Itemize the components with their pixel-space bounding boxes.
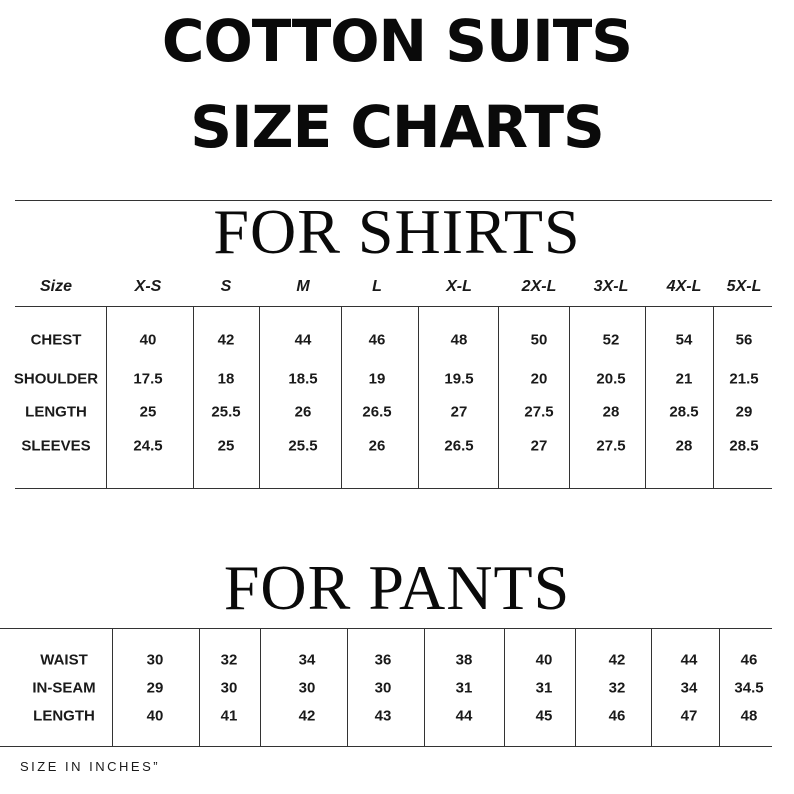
pants-column-divider [112, 628, 113, 746]
pants-table-cell: 34.5 [734, 679, 764, 697]
size-unit-note: SIZE IN INCHES” [20, 759, 161, 774]
pants-table-cell: 42 [608, 651, 626, 669]
shirts-column-divider [106, 306, 107, 488]
shirts-table-cell: 25.5 [288, 437, 318, 455]
shirts-table-cell: 28 [602, 403, 620, 421]
pants-column-divider [347, 628, 348, 746]
shirts-table-cell: 28 [675, 437, 693, 455]
shirts-size-column-header: 2X-L [521, 278, 557, 295]
pants-table-cell: 31 [455, 679, 473, 697]
pants-table-cell: 34 [680, 679, 698, 697]
shirts-table-cell: 25 [139, 403, 157, 421]
pants-table-cell: 30 [220, 679, 238, 697]
shirts-size-column-header: 3X-L [593, 278, 629, 295]
pants-table-cell: 46 [740, 651, 758, 669]
shirts-table-cell: 44 [294, 331, 312, 349]
shirts-table-cell: 21 [675, 370, 693, 388]
shirts-table-cell: 25.5 [211, 403, 241, 421]
shirts-column-divider [418, 306, 419, 488]
shirts-column-divider [193, 306, 194, 488]
shirts-section-title: FOR SHIRTS [213, 196, 581, 267]
shirts-table-cell: 40 [139, 331, 157, 349]
pants-table-cell: 30 [146, 651, 164, 669]
shirts-table-cell: 28.5 [669, 403, 699, 421]
shirts-table-cell: 26.5 [362, 403, 392, 421]
pants-bottom-divider [0, 746, 772, 747]
pants-table-cell: 36 [374, 651, 392, 669]
pants-table-cell: 44 [680, 651, 698, 669]
shirts-table-cell: 42 [217, 331, 235, 349]
pants-column-divider [199, 628, 200, 746]
pants-row-label: WAIST [40, 651, 88, 669]
shirts-table-cell: 27.5 [596, 437, 626, 455]
pants-table-cell: 45 [535, 707, 553, 725]
pants-table-cell: 46 [608, 707, 626, 725]
pants-top-divider [0, 628, 772, 629]
shirts-table-cell: 27.5 [524, 403, 554, 421]
shirts-table-cell: 26 [294, 403, 312, 421]
pants-table-cell: 47 [680, 707, 698, 725]
pants-column-divider [260, 628, 261, 746]
shirts-row-label: CHEST [30, 331, 82, 349]
page-title-line-1: COTTON SUITS [161, 7, 633, 75]
shirts-header-divider [15, 306, 772, 307]
shirts-size-header: Size [39, 278, 73, 295]
pants-column-divider [719, 628, 720, 746]
pants-table-cell: 48 [740, 707, 758, 725]
pants-table-cell: 40 [535, 651, 553, 669]
pants-column-divider [504, 628, 505, 746]
shirts-table-cell: 46 [368, 331, 386, 349]
page-title-line-2: SIZE CHARTS [190, 93, 604, 161]
pants-row-label: IN-SEAM [32, 679, 96, 697]
pants-table-cell: 42 [298, 707, 316, 725]
shirts-size-column-header: X-L [446, 278, 472, 295]
shirts-table-cell: 48 [450, 331, 468, 349]
pants-table-cell: 29 [146, 679, 164, 697]
pants-column-divider [424, 628, 425, 746]
shirts-table-cell: 52 [602, 331, 620, 349]
shirts-size-column-header: S [220, 278, 232, 295]
shirts-size-column-header: X-S [134, 278, 162, 295]
shirts-table-cell: 28.5 [729, 437, 759, 455]
shirts-column-divider [713, 306, 714, 488]
shirts-column-divider [341, 306, 342, 488]
pants-table-cell: 34 [298, 651, 316, 669]
shirts-size-column-header: L [372, 278, 382, 295]
pants-column-divider [651, 628, 652, 746]
shirts-size-column-header: M [296, 278, 310, 295]
shirts-bottom-divider [15, 488, 772, 489]
shirts-column-divider [645, 306, 646, 488]
pants-table-cell: 41 [220, 707, 238, 725]
pants-table-cell: 40 [146, 707, 164, 725]
shirts-size-column-header: 4X-L [666, 278, 702, 295]
pants-table-cell: 30 [374, 679, 392, 697]
shirts-table-cell: 21.5 [729, 370, 759, 388]
shirts-table-cell: 19 [368, 370, 386, 388]
shirts-table-cell: 20 [530, 370, 548, 388]
shirts-table-cell: 17.5 [133, 370, 163, 388]
pants-table-cell: 32 [608, 679, 626, 697]
pants-section-title: FOR PANTS [223, 552, 571, 623]
pants-table-cell: 43 [374, 707, 392, 725]
shirts-table-cell: 56 [735, 331, 753, 349]
shirts-column-divider [259, 306, 260, 488]
pants-row-label: LENGTH [33, 707, 95, 725]
shirts-column-divider [498, 306, 499, 488]
pants-table-cell: 31 [535, 679, 553, 697]
shirts-table-cell: 26.5 [444, 437, 474, 455]
shirts-table-cell: 26 [368, 437, 386, 455]
shirts-row-label: LENGTH [25, 403, 87, 421]
shirts-table-cell: 24.5 [133, 437, 163, 455]
pants-table-cell: 44 [455, 707, 473, 725]
shirts-table-cell: 25 [217, 437, 235, 455]
pants-table-cell: 32 [220, 651, 238, 669]
pants-table-cell: 30 [298, 679, 316, 697]
shirts-table-cell: 19.5 [444, 370, 474, 388]
shirts-table-cell: 20.5 [596, 370, 626, 388]
shirts-table-cell: 50 [530, 331, 548, 349]
shirts-table-cell: 54 [675, 331, 693, 349]
shirts-table-cell: 27 [450, 403, 468, 421]
shirts-table-cell: 18.5 [288, 370, 318, 388]
shirts-size-column-header: 5X-L [726, 278, 762, 295]
pants-table-cell: 38 [455, 651, 473, 669]
shirts-table-cell: 18 [217, 370, 235, 388]
shirts-table-cell: 29 [735, 403, 753, 421]
shirts-row-label: SHOULDER [13, 370, 99, 388]
shirts-column-divider [569, 306, 570, 488]
shirts-row-label: SLEEVES [21, 437, 91, 455]
shirts-table-cell: 27 [530, 437, 548, 455]
pants-column-divider [575, 628, 576, 746]
